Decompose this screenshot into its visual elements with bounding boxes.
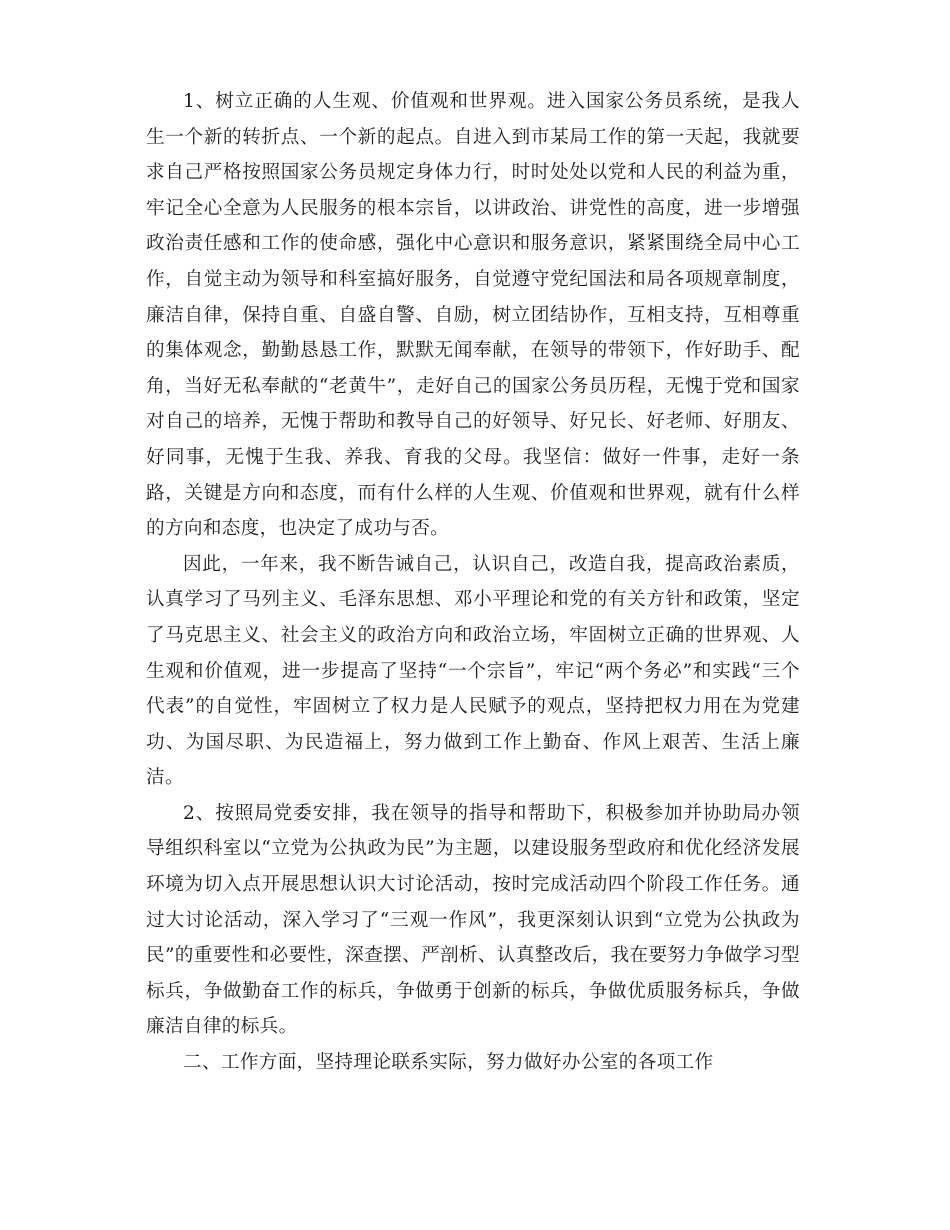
paragraph-discussion-activity: 2、按照局党委安排，我在领导的指导和帮助下，积极参加并协助局办领导组织科室以“立党为公执政为民”为主题，以建设服务型政府和优化经济发展环境为切入点开展思想认识大讨论活动，按时完成活动四个阶段工作任务。通过大讨论活动，深入学习了“三观一作风”，我更深刻认识到“立党为公执政为民”的重要性和必要性，深查摆、严剖析、认真整改后，我在要努力争做学习型标兵，争做勤奋工作的标兵，争做勇于创新的标兵，争做优质服务标兵，争做廉洁自律的标兵。 bbox=[146, 802, 800, 1038]
paragraph-political-study: 因此，一年来，我不断告诫自己，认识自己，改造自我，提高政治素质，认真学习了马列主义、毛泽东思想、邓小平理论和党的有关方针和政策，坚定了马克思主义、社会主义的政治方向和政治立场，牢固树立正确的世界观、人生观和价值观，进一步提高了坚持“一个宗旨”，牢记“两个务必”和实践“三个代表”的自觉性，牢固树立了权力是人民赋予的观点，坚持把权力用在为党建功、为国尽职、为民造福上，努力做到工作上勤奋、作风上艰苦、生活上廉洁。 bbox=[146, 553, 800, 789]
section-heading-work: 二、工作方面，坚持理论联系实际，努力做好办公室的各项工作 bbox=[183, 1052, 714, 1074]
paragraph-worldview: 1、树立正确的人生观、价值观和世界观。进入国家公务员系统，是我人生一个新的转折点、一个新的起点。自进入到市某局工作的第一天起，我就要求自己严格按照国家公务员规定身体力行，时时处处以党和人民的利益为重，牢记全心全意为人民服务的根本宗旨，以讲政治、讲党性的高度，进一步增强政治责任感和工作的使命感，强化中心意识和服务意识，紧紧围绕全局中心工作，自觉主动为领导和科室搞好服务，自觉遵守党纪国法和局各项规章制度，廉洁自律，保持自重、自盛自警、自励，树立团结协作，互相支持，互相尊重的集体观念，勤勤恳恳工作，默默无闻奉献，在领导的带领下，作好助手、配角，当好无私奉献的“老黄牛”，走好自己的国家公务员历程，无愧于党和国家对自己的培养，无愧于帮助和教导自己的好领导、好兄长、好老师、好朋友、好同事，无愧于生我、养我、育我的父母。我坚信：做好一件事，走好一条路，关键是方向和态度，而有什么样的人生观、价值观和世界观，就有什么样的方向和态度，也决定了成功与否。 bbox=[146, 91, 800, 540]
document-body bbox=[146, 84, 800, 1081]
